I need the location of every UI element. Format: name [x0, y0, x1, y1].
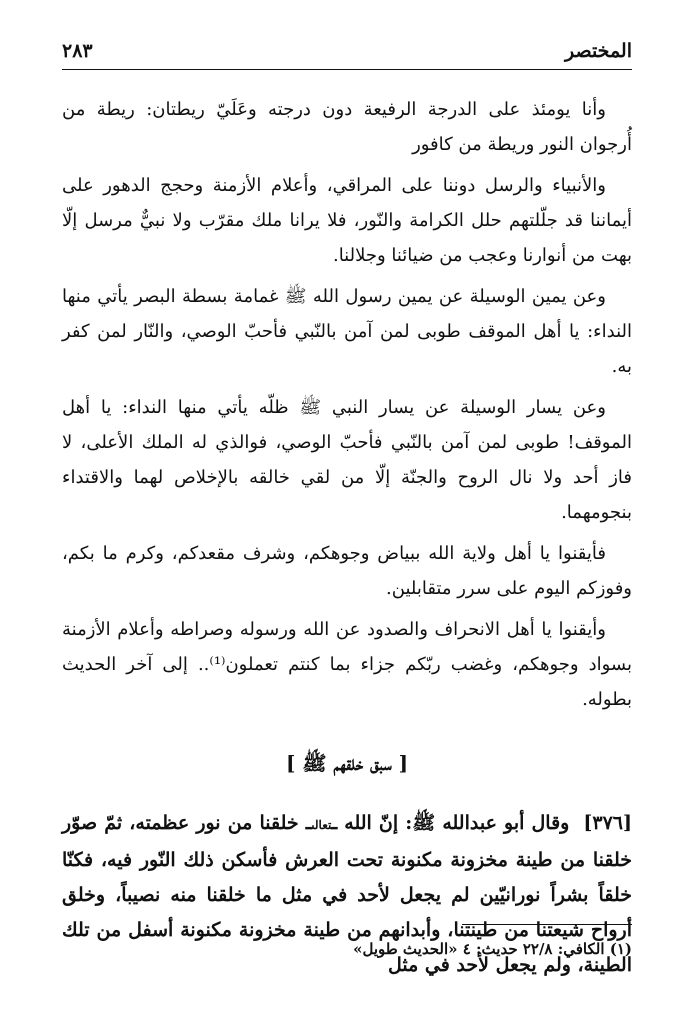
hadith-number: [٣٧٦] — [583, 812, 632, 834]
paragraph-2: والأنبياء والرسل دوننا على المراقي، وأعلام الأزمنة وحجج الدهور على أيماننا قد جلّلتهم حلل الكرامة والنّور، فلا يرانا ملك مقرّب ولا نبيٌّ مرسل إلّا بهت من أنوارنا وعجب من ضيائنا وجلالنا. — [62, 175, 632, 266]
paragraph-3: وعن يمين الوسيلة عن يمين رسول الله ﷺ غمامة بسطة البصر يأتي منها النداء: يا أهل الموقف طوبى لمن آمن بالنّبي فأحبّ الوصي، والنّار لمن كفر به. — [62, 286, 632, 377]
hadith-small-text: تعالى — [311, 818, 332, 832]
page-number: ٢٨٣ — [62, 40, 93, 62]
paragraph-5: فأيقنوا يا أهل ولاية الله ببياض وجوهكم، وشرف مقعدكم، وكرم ما بكم، وفوزكم اليوم على سرر متقابلين. — [62, 543, 632, 599]
paragraph-4: وعن يسار الوسيلة عن يسار النبي ﷺ ظلّه يأتي منها النداء: يا أهل الموقف! طوبى لمن آمن بالنّبي فأحبّ الوصي، فوالذي له الملك الأعلى، لا فاز أحد ولا نال الروح والجنّة إلّا من لقي خالقه بالإخلاص لهما والاقتداء بنجومهما. — [62, 397, 632, 523]
header-rule — [62, 69, 632, 70]
hadith-text-after: ـ خلقنا من نور عظمته، ثمّ صوّر خلقنا من طينة مخزونة مكنونة تحت العرش فأسكن ذلك النّور فيه، فكنّا خلقاً بشراً نورانيّين لم يجعل لأحد في مثل ما خلقنا منه نصيباً، وخلق أرواح شيعتنا من طينتنا، وأبدانهم من طينة مخزونة مكنونة أسفل من تلك الطينة، ولم يجعل لأحد في مثل — [62, 812, 632, 976]
paragraph-1: وأنا يومئذ على الدرجة الرفيعة دون درجته وعَلَيّ ريطتان: ريطة من أُرجوان النور وريطة من كافور — [62, 99, 632, 155]
section-heading: [ سبق خلقهم ﷺ ] — [285, 751, 409, 775]
page-header — [62, 36, 632, 70]
footnote-rule — [462, 924, 632, 925]
page-body — [62, 92, 632, 983]
paragraph-6: وأيقنوا يا أهل الانحراف والصدود عن الله ورسوله وصراطه وأعلام الأزمنة بسواد وجوهكم، وغضب ربّكم جزاء بما كنتم تعملون⁽¹⁾.. إلى آخر الحديث بطوله. — [62, 619, 632, 710]
footnote: (١) الكافي: ٢٢/٨ حديث: ٤ «الحديث طويل» — [353, 940, 632, 958]
running-title: المختصر — [564, 40, 632, 62]
hadith-text-before: وقال أبو عبدالله ﷺ: إنّ الله ـ — [331, 812, 570, 834]
